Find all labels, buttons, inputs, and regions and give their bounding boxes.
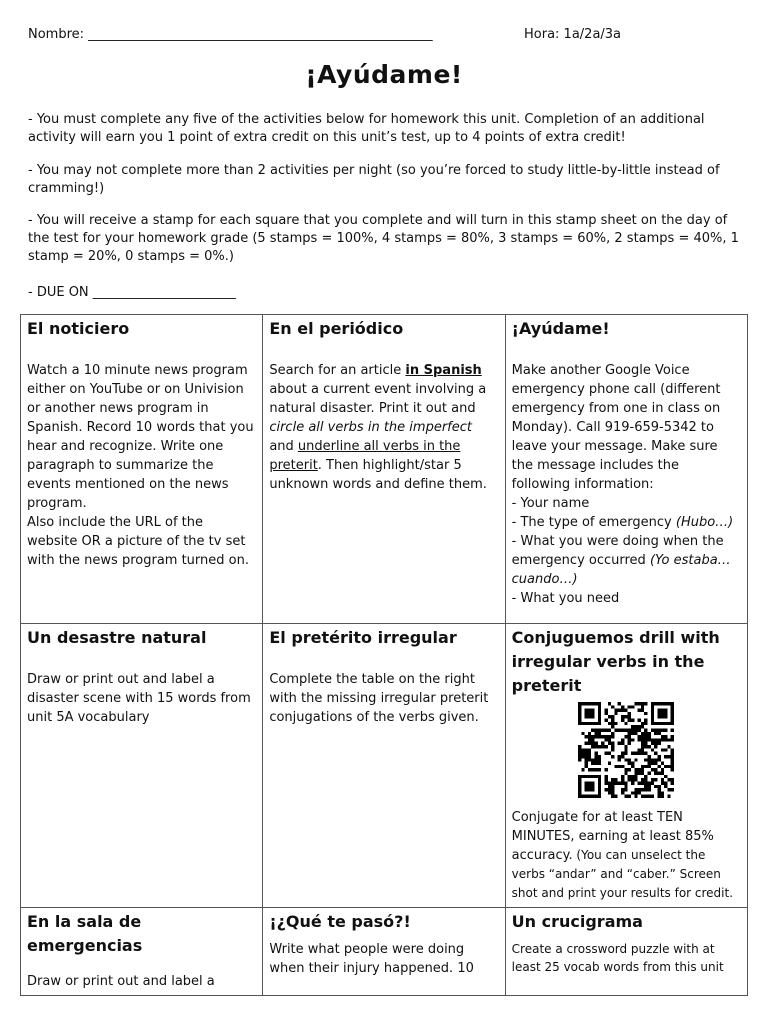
grid-row xyxy=(21,624,748,908)
cell-title: ¡Ayúdame! xyxy=(511,319,610,338)
list-item: - What you need xyxy=(511,591,620,606)
cell-noticiero xyxy=(21,315,263,624)
cell-text: and xyxy=(269,439,298,454)
cell-title: El pretérito irregular xyxy=(269,628,457,647)
cell-title: El noticiero xyxy=(27,319,130,338)
cell-text: Search for an article xyxy=(269,363,406,378)
cell-body: Create a crossword puzzle with at least 25 vocab words from this unit xyxy=(511,942,724,974)
instruction-stamps: - You will receive a stamp for each square that you complete and will turn in this stamp sheet on the day of the test for your homework grade (5 stamps = 100%, 4 stamps = 80%, 3 stamps = 60%, 2 stamps = 40%, 1 stamp = 20%, 0 stamps = 0%.) xyxy=(28,213,739,264)
cell-text: Watch a 10 minute news program either on YouTube or on Univision or another news program in Spanish. Record 10 words that you hear and recognize. Write one paragraph to summarize the events mentioned on the news program. xyxy=(27,363,254,511)
activity-grid xyxy=(20,314,748,996)
cell-text: Also include the URL of the website OR a picture of the tv set with the news program turned on. xyxy=(27,515,249,568)
cell-title: Un crucigrama xyxy=(511,912,643,931)
cell-title: ¡¿Qué te pasó?! xyxy=(269,912,411,931)
emphasis-text: (Yo estaba… cuando…) xyxy=(511,553,731,587)
list-item: - What you were doing when the emergency occurred xyxy=(511,534,724,568)
cell-desastre xyxy=(21,624,263,908)
emphasis-text: underline all verbs in the preterit xyxy=(269,439,461,473)
cell-text: about a current event involving a natural disaster. Print it out and xyxy=(269,382,487,416)
due-date-line: - DUE ON ______________________ xyxy=(28,285,236,300)
cell-quepaso xyxy=(263,908,505,996)
cell-body: Write what people were doing when their injury happened. 10 xyxy=(269,942,474,976)
cell-sala xyxy=(21,908,263,996)
cell-text: . Then highlight/star 5 unknown words and define them. xyxy=(269,458,487,492)
cell-body xyxy=(512,361,741,608)
hora-field: Hora: 1a/2a/3a xyxy=(524,27,622,42)
nombre-field: Nombre: _____________________________________________________ xyxy=(28,27,433,42)
grid-row xyxy=(21,315,748,624)
cell-body xyxy=(269,361,498,494)
cell-body xyxy=(512,808,741,903)
emphasis-text: (Hubo…) xyxy=(675,515,734,530)
cell-note: (You can unselect the verbs “andar” and “caber.” Screen shot and print your results for credit. xyxy=(511,848,734,900)
instruction-two-per-night: - You may not complete more than 2 activities per night (so you’re forced to study little-by-little instead of cramming!) xyxy=(28,163,720,196)
list-item: - The type of emergency xyxy=(511,515,676,530)
cell-crucigrama xyxy=(505,908,747,996)
cell-title: En el periódico xyxy=(269,319,404,338)
cell-conjuguemos xyxy=(505,624,747,908)
cell-body: Draw or print out and label a disaster scene with 15 words from unit 5A vocabulary xyxy=(27,672,251,725)
cell-title: En la sala de emergencias xyxy=(27,912,143,955)
page-title: ¡Ayúdame! xyxy=(305,60,463,89)
cell-body: Complete the table on the right with the missing irregular preterit conjugations of the verbs given. xyxy=(269,672,489,725)
qr-code-icon[interactable] xyxy=(578,702,674,798)
list-item: - Your name xyxy=(511,496,590,511)
cell-title: Un desastre natural xyxy=(27,628,207,647)
qr-code-wrap xyxy=(512,702,741,804)
cell-preterito xyxy=(263,624,505,908)
cell-periodico xyxy=(263,315,505,624)
cell-text: Conjugate for at least TEN MINUTES, earning at least 85% accuracy. xyxy=(511,810,714,863)
emphasis-text: in Spanish xyxy=(405,363,482,378)
instruction-five-activities: - You must complete any five of the activities below for homework this unit. Completion of an additional activity will earn you 1 point of extra credit on this unit’s test, up to 4 points of extra credit! xyxy=(28,112,705,145)
cell-text: Make another Google Voice emergency phone call (different emergency from one in class on Monday). Call 919-659-5342 to leave your message. Make sure the message includes the following information: xyxy=(511,363,721,492)
cell-title: Conjuguemos drill with irregular verbs in the preterit xyxy=(511,628,720,695)
cell-ayudame xyxy=(505,315,747,624)
cell-body xyxy=(27,361,256,570)
grid-row xyxy=(21,908,748,996)
cell-body: Draw or print out and label a xyxy=(27,974,215,989)
emphasis-text: circle all verbs in the imperfect xyxy=(269,420,472,435)
